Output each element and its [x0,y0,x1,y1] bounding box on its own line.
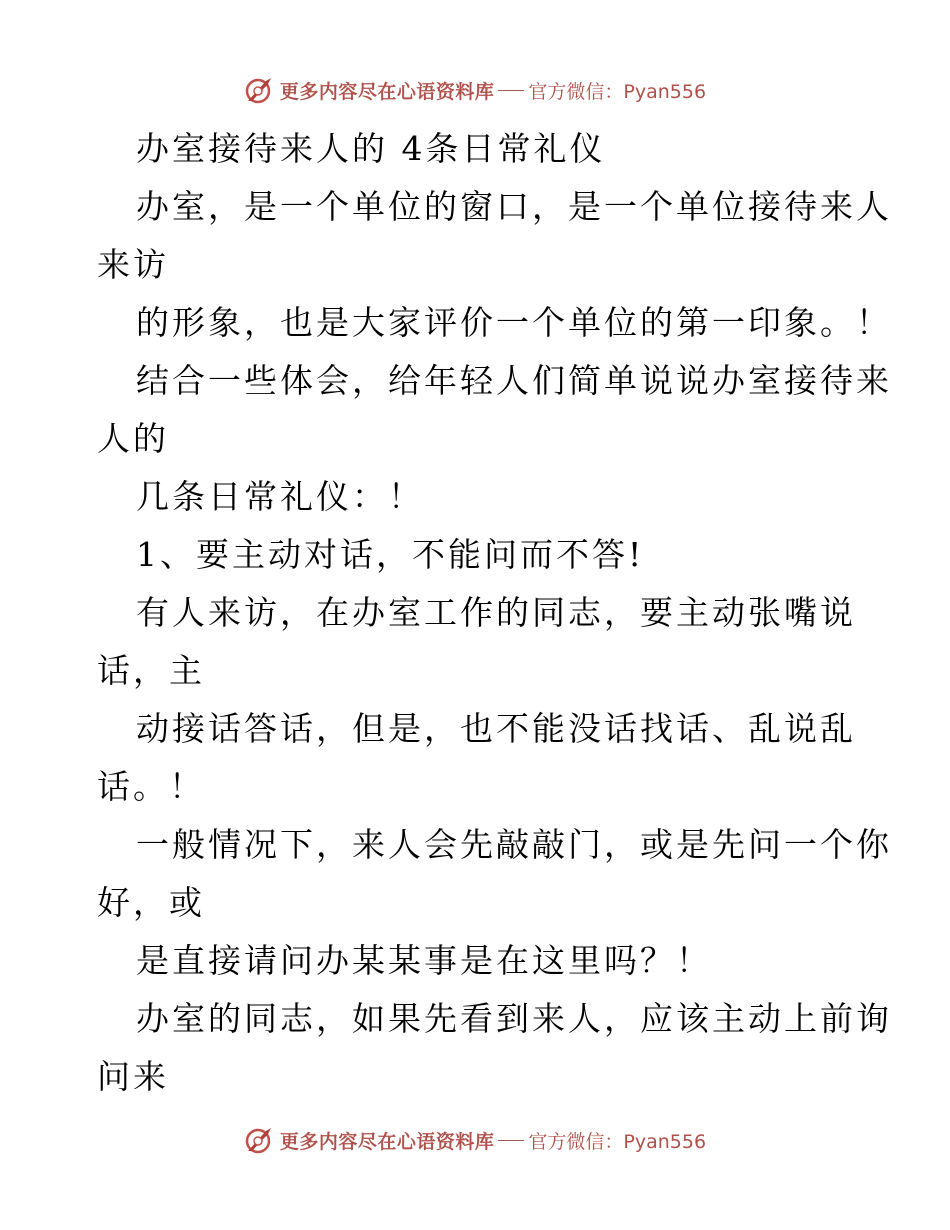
header-banner [0,72,950,108]
paragraph-line: 人的 [97,419,169,458]
section-heading-line: 1、要主动对话，不能问而不答! [136,535,645,574]
paragraph-line: 几条日常礼仪：！ [136,477,424,516]
paragraph-line: 动接话答话，但是，也不能没话找话、乱说乱 [136,709,856,748]
document-body [97,120,892,1106]
footer-banner [0,1122,950,1158]
paragraph-line: 是直接请问办某某事是在这里吗？！ [136,941,712,980]
banner-dash [498,1140,524,1141]
paragraph-line: 一般情况下，来人会先敲敲门，或是先问一个你 [136,825,892,864]
paragraph-line: 问来 [97,1057,169,1096]
paragraph-line: 办室的同志，如果先看到来人，应该主动上前询 [136,999,892,1038]
quill-pen-logo-icon [244,1125,274,1155]
banner-main-text: 更多内容尽在心语资料库 [279,1130,495,1153]
document-title-line: 办室接待来人的 4条日常礼仪 [136,129,606,168]
paragraph-line: 话，主 [97,651,205,690]
paragraph-line: 办室，是一个单位的窗口，是一个单位接待来人 [136,187,892,226]
paragraph-line: 好，或 [97,883,205,922]
paragraph-line: 话。！ [97,767,205,806]
paragraph-line: 来访 [97,245,169,284]
paragraph-line: 有人来访，在办室工作的同志，要主动张嘴说 [136,593,856,632]
banner-dash [498,90,524,91]
paragraph-line: 的形象，也是大家评价一个单位的第一印象。！ [136,303,892,342]
quill-pen-logo-icon [244,75,274,105]
paragraph-line: 结合一些体会，给年轻人们简单说说办室接待来 [136,361,892,400]
banner-account-text: 官方微信：Pyan556 [528,1130,707,1153]
banner-account-text: 官方微信：Pyan556 [528,80,707,103]
banner-main-text: 更多内容尽在心语资料库 [279,80,495,103]
